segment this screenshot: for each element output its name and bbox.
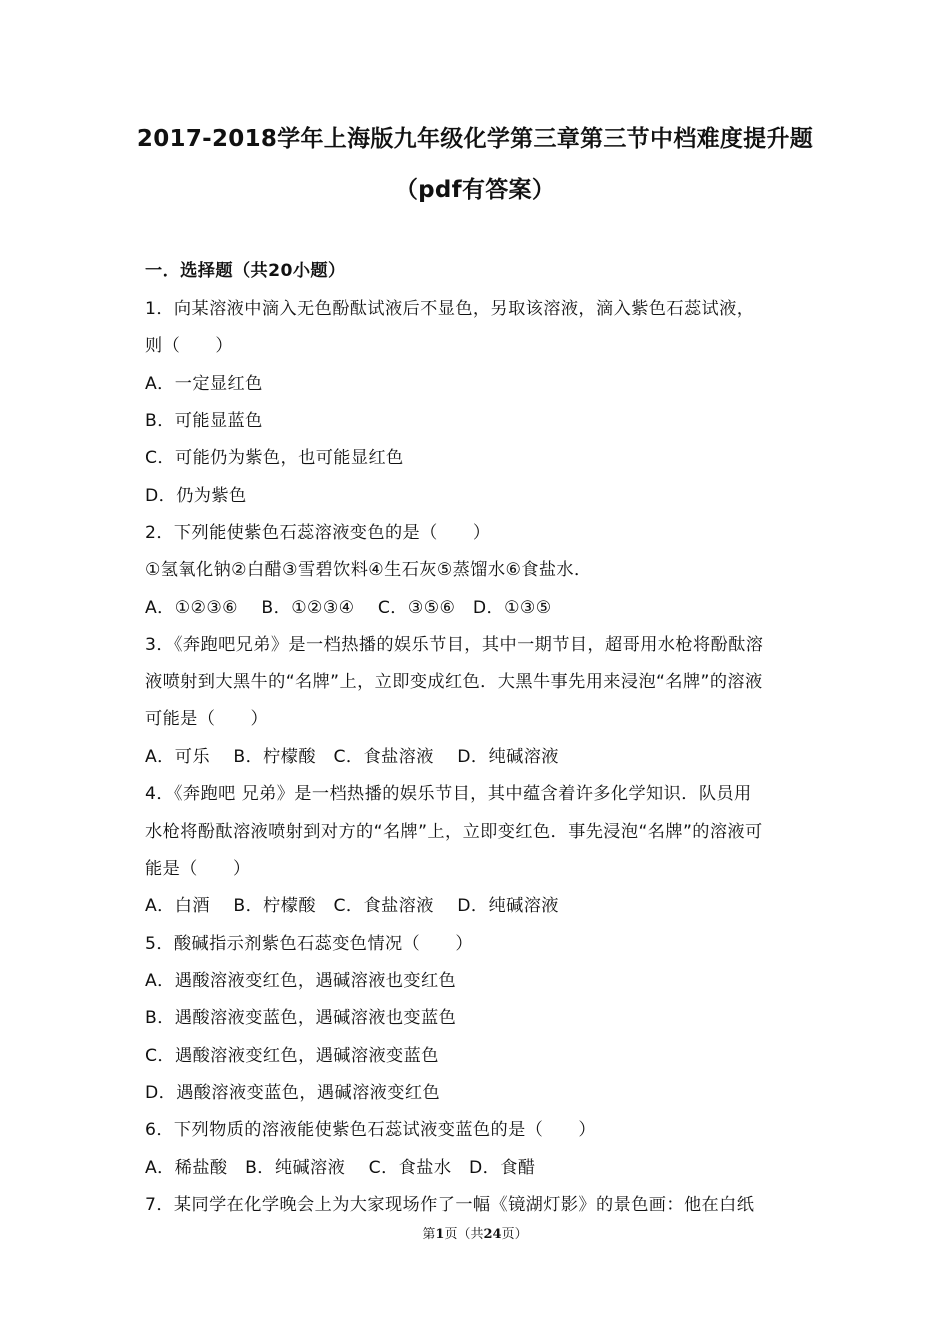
question-6-line-1: 6．下列物质的溶液能使紫色石蕊试液变蓝色的是（ ） xyxy=(145,1120,597,1140)
question-3-line-3: 可能是（ ） xyxy=(145,709,269,729)
question-4-line-1: 4．《奔跑吧 兄弟》是一档热播的娱乐节目，其中蕴含着许多化学知识．队员用 xyxy=(145,784,752,804)
question-3-line-2: 液喷射到大黑牛的“名牌”上，立即变成红色．大黑牛事先用来浸泡“名牌”的溶液 xyxy=(145,672,763,692)
question-4-line-2: 水枪将酚酞溶液喷射到对方的“名牌”上，立即变红色．事先浸泡“名牌”的溶液可 xyxy=(145,822,763,842)
question-4-options: A．白酒 B．柠檬酸 C．食盐溶液 D．纯碱溶液 xyxy=(145,896,559,916)
question-5-line-1: 5．酸碱指示剂紫色石蕊变色情况（ ） xyxy=(145,934,473,954)
question-2-line-2: ①氢氧化钠②白醋③雪碧饮料④生石灰⑤蒸馏水⑥食盐水． xyxy=(145,560,592,580)
question-4-line-3: 能是（ ） xyxy=(145,859,251,879)
question-5-option-d: D．遇酸溶液变蓝色，遇碱溶液变红色 xyxy=(145,1083,441,1103)
question-1-option-a: A．一定显红色 xyxy=(145,374,263,394)
question-1-option-d: D．仍为紫色 xyxy=(145,486,247,506)
question-1-line-2: 则（ ） xyxy=(145,336,233,356)
footer-page-number: 1 xyxy=(435,1227,445,1242)
question-1-option-c: C．可能仍为紫色，也可能显红色 xyxy=(145,448,404,468)
question-2-options: A．①②③⑥ B．①②③④ C．③⑤⑥ D．①③⑤ xyxy=(145,598,552,618)
question-5-option-a: A．遇酸溶液变红色，遇碱溶液也变红色 xyxy=(145,971,457,991)
document-title-line-1: 2017-2018学年上海版九年级化学第三章第三节中档难度提升题 xyxy=(136,126,814,152)
question-5-option-c: C．遇酸溶液变红色，遇碱溶液变蓝色 xyxy=(145,1046,439,1066)
question-3-line-1: 3．《奔跑吧兄弟》是一档热播的娱乐节目，其中一期节目，超哥用水枪将酚酞溶 xyxy=(145,635,764,655)
question-2-line-1: 2．下列能使紫色石蕊溶液变色的是（ ） xyxy=(145,523,491,543)
question-3-options: A．可乐 B．柠檬酸 C．食盐溶液 D．纯碱溶液 xyxy=(145,747,559,767)
footer-middle: 页（共 xyxy=(444,1227,484,1242)
footer-total-pages: 24 xyxy=(483,1227,502,1242)
section-heading: 一．选择题（共20小题） xyxy=(145,261,346,281)
footer-prefix: 第 xyxy=(422,1227,436,1242)
question-7-line-1: 7．某同学在化学晚会上为大家现场作了一幅《镜湖灯影》的景色画：他在白纸 xyxy=(145,1195,755,1215)
question-6-options: A．稀盐酸 B．纯碱溶液 C．食盐水 D．食醋 xyxy=(145,1158,536,1178)
question-1-line-1: 1．向某溶液中滴入无色酚酞试液后不显色，另取该溶液，滴入紫色石蕊试液， xyxy=(145,299,755,319)
footer-suffix: 页） xyxy=(501,1227,528,1242)
page-footer xyxy=(0,1226,950,1244)
document-title-line-2: （pdf有答案） xyxy=(394,177,556,203)
question-5-option-b: B．遇酸溶液变蓝色，遇碱溶液也变蓝色 xyxy=(145,1008,457,1028)
question-1-option-b: B．可能显蓝色 xyxy=(145,411,263,431)
